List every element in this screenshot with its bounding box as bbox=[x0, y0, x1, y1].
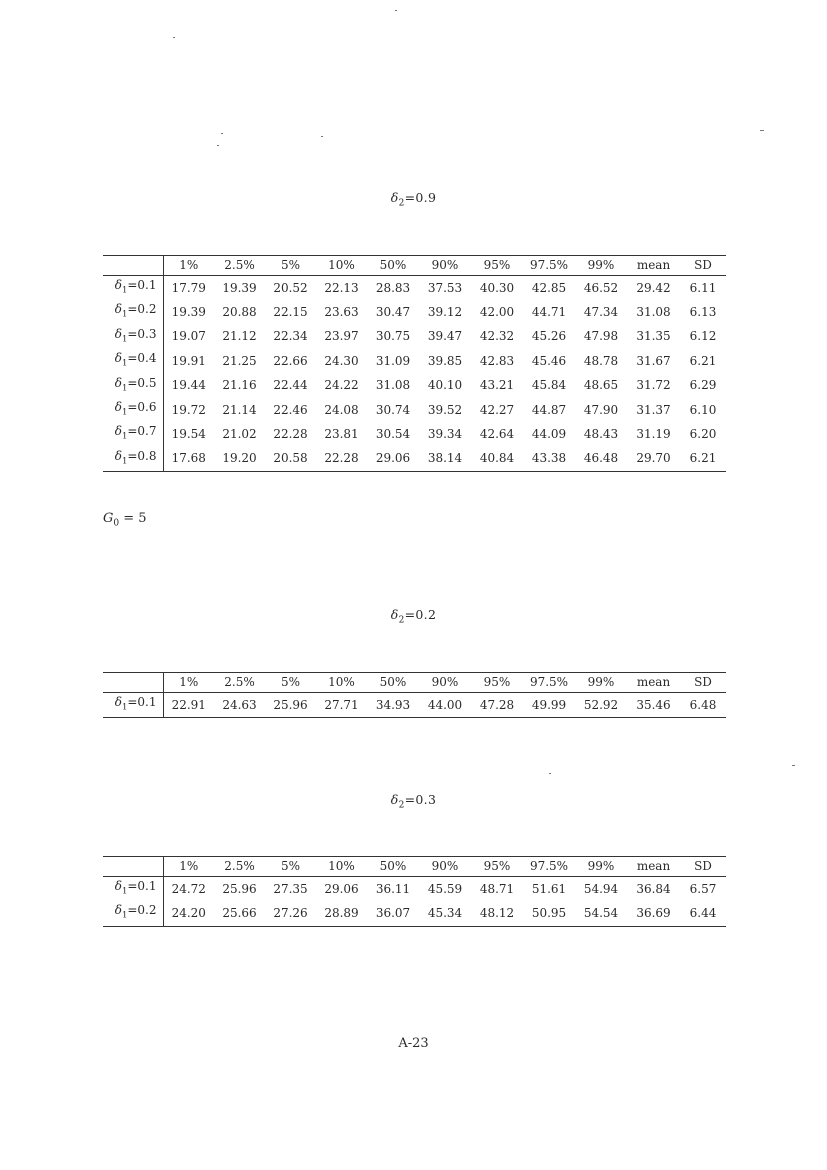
column-header: 1% bbox=[179, 258, 199, 272]
column-header: 95% bbox=[483, 258, 511, 272]
table-cell: 23.97 bbox=[324, 329, 359, 344]
table-cell: 31.37 bbox=[636, 402, 671, 417]
table-cell: 30.47 bbox=[375, 305, 411, 320]
table-cell: 25.66 bbox=[222, 906, 257, 921]
table-cell: 36.69 bbox=[636, 906, 671, 921]
row-symbol: δ bbox=[114, 326, 122, 341]
table-cell: 45.26 bbox=[531, 329, 567, 344]
table-cell: 22.13 bbox=[324, 280, 359, 295]
table-cell: 21.25 bbox=[222, 353, 257, 368]
column-header: mean bbox=[636, 675, 671, 689]
row-label bbox=[103, 349, 163, 373]
row-label bbox=[103, 877, 163, 902]
table-cell: 19.39 bbox=[222, 280, 257, 295]
table-cell: 50.95 bbox=[531, 906, 567, 921]
table-row bbox=[103, 398, 726, 422]
table-cell: 43.38 bbox=[531, 451, 567, 466]
table-cell: 45.59 bbox=[427, 881, 463, 896]
scan-speck bbox=[395, 10, 397, 11]
table-cell: 30.75 bbox=[375, 329, 411, 344]
table-cell: 24.20 bbox=[171, 906, 206, 921]
table-cell: 6.11 bbox=[689, 280, 717, 295]
column-header: 99% bbox=[587, 258, 615, 272]
column-header: 5% bbox=[280, 859, 301, 873]
table-cell: 43.21 bbox=[479, 378, 515, 393]
column-header: 50% bbox=[379, 675, 407, 689]
table-cell: 51.61 bbox=[531, 881, 567, 896]
table-cell: 24.63 bbox=[222, 697, 257, 712]
table-cell: 39.52 bbox=[427, 402, 463, 417]
table-cell: 22.44 bbox=[273, 378, 308, 393]
table-cell: 21.12 bbox=[222, 329, 257, 344]
table-cell: 6.20 bbox=[689, 427, 717, 442]
table-cell: 20.88 bbox=[222, 305, 257, 320]
table-cell: 45.34 bbox=[427, 906, 463, 921]
table-cell: 24.08 bbox=[324, 402, 359, 417]
column-header: 95% bbox=[483, 675, 511, 689]
table-cell: 48.43 bbox=[583, 427, 619, 442]
quantile-table bbox=[103, 672, 726, 718]
column-header: 5% bbox=[280, 675, 301, 689]
column-header: SD bbox=[694, 675, 712, 689]
column-header: 10% bbox=[328, 675, 355, 689]
table-cell: 23.81 bbox=[324, 427, 359, 442]
row-symbol: δ bbox=[114, 695, 122, 709]
column-header: 99% bbox=[587, 859, 615, 873]
table-cell: 17.79 bbox=[171, 280, 206, 295]
table-cell: 22.46 bbox=[273, 402, 308, 417]
table-cell: 31.35 bbox=[636, 329, 671, 344]
corner-cell bbox=[103, 857, 163, 877]
scan-speck bbox=[549, 773, 551, 774]
table-cell: 6.57 bbox=[689, 881, 717, 896]
table-cell: 23.63 bbox=[324, 305, 359, 320]
table-cell: 44.09 bbox=[531, 427, 567, 442]
table-cell: 31.08 bbox=[636, 305, 671, 320]
column-header: 1% bbox=[179, 859, 199, 873]
table-cell: 39.47 bbox=[427, 329, 463, 344]
header-row bbox=[103, 673, 726, 693]
table-cell: 42.85 bbox=[531, 280, 567, 295]
caption-value: =0.9 bbox=[404, 190, 437, 205]
table-cell: 31.67 bbox=[636, 353, 671, 368]
table-cell: 46.52 bbox=[583, 280, 619, 295]
table-cell: 28.83 bbox=[375, 280, 411, 295]
table-cell: 52.92 bbox=[583, 697, 619, 712]
table-row bbox=[103, 300, 726, 324]
row-label bbox=[103, 693, 163, 718]
table-cell: 22.28 bbox=[273, 427, 308, 442]
row-symbol: δ bbox=[114, 375, 122, 390]
table-cell: 44.87 bbox=[531, 402, 567, 417]
caption-subscript: 2 bbox=[398, 615, 405, 626]
scan-speck bbox=[173, 37, 175, 38]
table-cell: 48.71 bbox=[479, 881, 515, 896]
column-header: 95% bbox=[483, 859, 511, 873]
table-cell: 21.16 bbox=[222, 378, 257, 393]
table-cell: 36.11 bbox=[375, 881, 411, 896]
table-cell: 30.54 bbox=[375, 427, 411, 442]
table-cell: 29.06 bbox=[324, 881, 359, 896]
column-header: 50% bbox=[379, 859, 407, 873]
column-header: 97.5% bbox=[529, 258, 569, 272]
column-header: SD bbox=[694, 258, 712, 272]
row-label bbox=[103, 276, 163, 301]
row-symbol: δ bbox=[114, 424, 122, 439]
row-subscript: 1 bbox=[121, 886, 128, 897]
table-cell: 42.32 bbox=[479, 329, 515, 344]
table-row bbox=[103, 325, 726, 349]
column-header: 5% bbox=[280, 258, 301, 272]
table-cell: 19.20 bbox=[222, 451, 257, 466]
table-row bbox=[103, 349, 726, 373]
table-cell: 6.29 bbox=[689, 378, 717, 393]
scan-speck bbox=[321, 136, 323, 137]
table-cell: 25.96 bbox=[222, 881, 257, 896]
row-symbol: δ bbox=[114, 399, 122, 414]
table-cell: 27.71 bbox=[324, 697, 359, 712]
table-cell: 24.30 bbox=[324, 353, 359, 368]
table-cell: 29.06 bbox=[375, 451, 411, 466]
table-cell: 22.34 bbox=[273, 329, 308, 344]
table-cell: 17.68 bbox=[171, 451, 206, 466]
column-header: 50% bbox=[379, 258, 407, 272]
g0-subscript: 0 bbox=[113, 518, 120, 529]
column-header: 2.5% bbox=[224, 859, 255, 873]
row-label bbox=[103, 398, 163, 422]
table-cell: 47.28 bbox=[479, 697, 515, 712]
g0-value: = 5 bbox=[119, 511, 147, 526]
row-value: =0.2 bbox=[127, 903, 157, 918]
row-value: =0.4 bbox=[127, 351, 157, 366]
corner-cell bbox=[103, 673, 163, 693]
table-cell: 45.46 bbox=[531, 353, 567, 368]
table-cell: 24.22 bbox=[324, 378, 359, 393]
table-cell: 19.91 bbox=[171, 353, 206, 368]
table-cell: 39.85 bbox=[427, 353, 463, 368]
table-cell: 6.48 bbox=[689, 697, 717, 712]
table-caption bbox=[0, 607, 827, 626]
table-cell: 40.84 bbox=[479, 451, 515, 466]
table-cell: 20.58 bbox=[273, 451, 308, 466]
table-cell: 21.14 bbox=[222, 402, 257, 417]
table-cell: 31.08 bbox=[375, 378, 411, 393]
row-label bbox=[103, 374, 163, 398]
column-header: 10% bbox=[328, 258, 355, 272]
table-cell: 40.10 bbox=[427, 378, 463, 393]
row-subscript: 1 bbox=[121, 334, 128, 345]
table-cell: 42.64 bbox=[479, 427, 515, 442]
scan-speck bbox=[221, 133, 223, 134]
table-cell: 47.34 bbox=[583, 305, 619, 320]
table-cell: 31.09 bbox=[375, 353, 411, 368]
table-row bbox=[103, 422, 726, 446]
table-cell: 6.21 bbox=[689, 451, 717, 466]
row-subscript: 1 bbox=[121, 358, 128, 369]
row-subscript: 1 bbox=[121, 910, 128, 921]
column-header: 99% bbox=[587, 675, 615, 689]
column-header: 10% bbox=[328, 859, 355, 873]
table-cell: 42.83 bbox=[479, 353, 515, 368]
g0-label bbox=[103, 511, 147, 529]
scan-speck bbox=[760, 130, 764, 131]
table-caption bbox=[0, 190, 827, 209]
table-cell: 6.13 bbox=[689, 305, 717, 320]
row-symbol: δ bbox=[114, 302, 122, 317]
row-value: =0.6 bbox=[127, 399, 157, 414]
table-cell: 40.30 bbox=[479, 280, 515, 295]
table-row bbox=[103, 877, 726, 902]
column-header: mean bbox=[636, 258, 671, 272]
table-cell: 27.35 bbox=[273, 881, 308, 896]
table-cell: 45.84 bbox=[531, 378, 567, 393]
column-header: mean bbox=[636, 859, 671, 873]
row-symbol: δ bbox=[114, 903, 122, 918]
table-cell: 42.00 bbox=[479, 305, 515, 320]
table-cell: 48.78 bbox=[583, 353, 619, 368]
row-value: =0.8 bbox=[127, 448, 157, 463]
table-caption bbox=[0, 792, 827, 811]
row-value: =0.7 bbox=[127, 424, 157, 439]
row-value: =0.3 bbox=[127, 326, 157, 341]
table-cell: 6.44 bbox=[689, 906, 717, 921]
table-row bbox=[103, 447, 726, 472]
caption-value: =0.2 bbox=[404, 607, 437, 622]
row-symbol: δ bbox=[114, 448, 122, 463]
quantile-table bbox=[103, 255, 726, 472]
g0-symbol: G bbox=[103, 511, 114, 526]
row-value: =0.5 bbox=[127, 375, 157, 390]
table-cell: 48.12 bbox=[479, 906, 515, 921]
scan-speck bbox=[217, 145, 219, 146]
table-cell: 22.91 bbox=[171, 697, 206, 712]
table-cell: 19.72 bbox=[171, 402, 206, 417]
table-cell: 24.72 bbox=[171, 881, 206, 896]
header-row bbox=[103, 857, 726, 877]
table-cell: 36.07 bbox=[375, 906, 411, 921]
table-cell: 35.46 bbox=[636, 697, 671, 712]
row-value: =0.1 bbox=[127, 695, 157, 709]
table-cell: 46.48 bbox=[583, 451, 619, 466]
row-subscript: 1 bbox=[121, 309, 128, 320]
table-cell: 44.71 bbox=[531, 305, 567, 320]
caption-symbol: δ bbox=[390, 190, 399, 205]
table-cell: 6.10 bbox=[689, 402, 717, 417]
quantile-table bbox=[103, 856, 726, 927]
row-label bbox=[103, 447, 163, 472]
table-cell: 31.19 bbox=[636, 427, 671, 442]
table-cell: 20.52 bbox=[273, 280, 308, 295]
table-cell: 54.94 bbox=[583, 881, 619, 896]
table-cell: 49.99 bbox=[531, 697, 567, 712]
table-cell: 6.12 bbox=[689, 329, 717, 344]
table-cell: 42.27 bbox=[479, 402, 515, 417]
table-cell: 22.15 bbox=[273, 305, 308, 320]
table-cell: 22.28 bbox=[324, 451, 359, 466]
row-subscript: 1 bbox=[121, 431, 128, 442]
row-symbol: δ bbox=[114, 351, 122, 366]
table-cell: 39.12 bbox=[427, 305, 463, 320]
table-cell: 27.26 bbox=[273, 906, 308, 921]
column-header: 2.5% bbox=[224, 258, 255, 272]
table-cell: 22.66 bbox=[273, 353, 308, 368]
table-cell: 6.21 bbox=[689, 353, 717, 368]
table-cell: 28.89 bbox=[324, 906, 359, 921]
row-symbol: δ bbox=[114, 278, 122, 292]
table-row bbox=[103, 374, 726, 398]
caption-symbol: δ bbox=[390, 792, 399, 807]
row-label bbox=[103, 300, 163, 324]
row-value: =0.1 bbox=[127, 879, 157, 893]
caption-value: =0.3 bbox=[404, 792, 437, 807]
column-header: 90% bbox=[431, 859, 459, 873]
table-cell: 29.70 bbox=[636, 451, 671, 466]
column-header: SD bbox=[694, 859, 712, 873]
row-subscript: 1 bbox=[121, 456, 128, 467]
caption-subscript: 2 bbox=[398, 198, 405, 209]
table-cell: 47.98 bbox=[583, 329, 619, 344]
row-label bbox=[103, 325, 163, 349]
table-cell: 19.39 bbox=[171, 305, 206, 320]
table-row bbox=[103, 276, 726, 301]
table-cell: 19.54 bbox=[171, 427, 206, 442]
table-cell: 25.96 bbox=[273, 697, 308, 712]
table-cell: 30.74 bbox=[375, 402, 411, 417]
table-cell: 19.44 bbox=[171, 378, 206, 393]
row-label bbox=[103, 422, 163, 446]
row-subscript: 1 bbox=[121, 407, 128, 418]
caption-symbol: δ bbox=[390, 607, 399, 622]
table-row bbox=[103, 693, 726, 718]
table-cell: 31.72 bbox=[636, 378, 671, 393]
table-cell: 54.54 bbox=[583, 906, 619, 921]
table-cell: 19.07 bbox=[171, 329, 206, 344]
header-row bbox=[103, 256, 726, 276]
column-header: 97.5% bbox=[529, 859, 569, 873]
column-header: 90% bbox=[431, 258, 459, 272]
column-header: 2.5% bbox=[224, 675, 255, 689]
page-number: A-23 bbox=[398, 1036, 429, 1051]
table-cell: 38.14 bbox=[427, 451, 463, 466]
row-subscript: 1 bbox=[121, 702, 128, 713]
table-cell: 39.34 bbox=[427, 427, 463, 442]
table-cell: 29.42 bbox=[636, 280, 671, 295]
row-subscript: 1 bbox=[121, 382, 128, 393]
caption-subscript: 2 bbox=[398, 800, 405, 811]
row-symbol: δ bbox=[114, 879, 122, 893]
table-cell: 37.53 bbox=[427, 280, 463, 295]
column-header: 1% bbox=[179, 675, 199, 689]
column-header: 97.5% bbox=[529, 675, 569, 689]
row-value: =0.1 bbox=[127, 278, 157, 292]
table-cell: 48.65 bbox=[583, 378, 619, 393]
corner-cell bbox=[103, 256, 163, 276]
row-value: =0.2 bbox=[127, 302, 157, 317]
column-header: 90% bbox=[431, 675, 459, 689]
table-cell: 34.93 bbox=[375, 697, 411, 712]
table-row bbox=[103, 901, 726, 926]
table-cell: 47.90 bbox=[583, 402, 619, 417]
table-cell: 21.02 bbox=[222, 427, 257, 442]
row-subscript: 1 bbox=[121, 285, 128, 296]
table-cell: 44.00 bbox=[427, 697, 463, 712]
scan-speck bbox=[792, 765, 795, 766]
row-label bbox=[103, 901, 163, 926]
table-cell: 36.84 bbox=[636, 881, 671, 896]
